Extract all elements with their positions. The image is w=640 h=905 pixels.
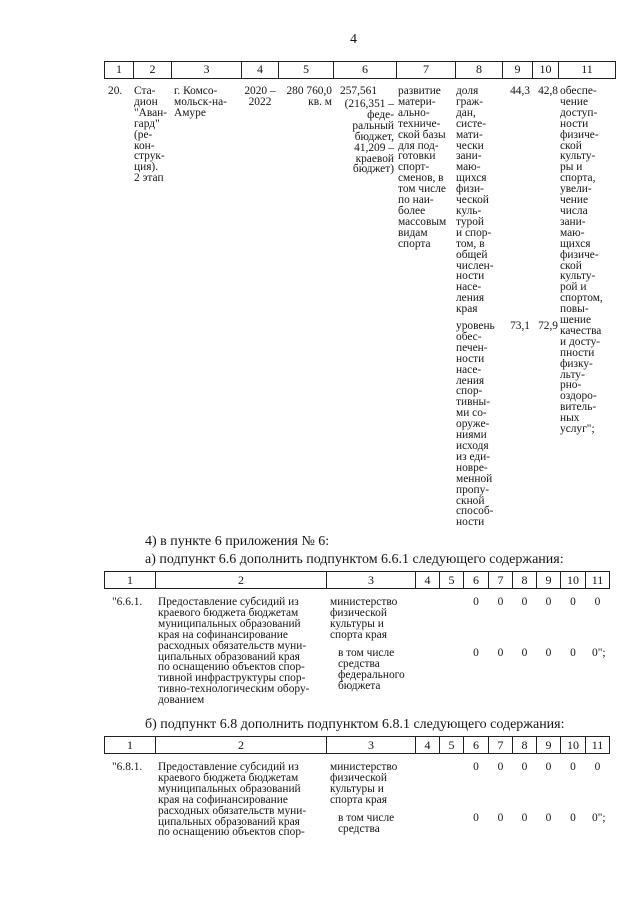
t3-header-4: 4 (424, 738, 431, 752)
cost-breakdown: (216,351 – феде- ральный бюджет, 41,209 – краевой бюджет) (344, 98, 394, 176)
t2-header-8: 8 (521, 573, 528, 587)
t2-header-6: 6 (473, 573, 479, 587)
t2-value-federal: 0 (521, 647, 528, 659)
t2-header-5: 5 (448, 573, 455, 587)
t2-value: 0 (473, 596, 479, 608)
t1-header-10: 10 (539, 62, 552, 76)
t2-value-federal: 0 (545, 647, 552, 659)
t2-value: 0 (570, 596, 576, 608)
t3-executor: министерство физической культуры и спорта края (330, 761, 398, 806)
object-name: Ста- дион "Аван- гард" (ре- кон- струк- ция). 2 этап (134, 85, 168, 185)
t3-value-federal: 0 (570, 812, 576, 824)
t3-header-8: 8 (521, 738, 528, 752)
t2-header-7: 7 (497, 573, 504, 587)
t2-header-10: 10 (567, 573, 579, 587)
t1-header-3: 3 (203, 62, 210, 76)
indicator1-value-col9: 44,3 (510, 85, 530, 97)
t3-value-federal: 0 (545, 812, 552, 824)
t3-value-federal: 0 (521, 812, 528, 824)
t3-header-9: 9 (545, 738, 552, 752)
t2-value: 0 (497, 596, 504, 608)
t1-header-6: 6 (362, 62, 368, 76)
t2-item-number: "6.6.1. (112, 596, 143, 608)
t1-header-11: 11 (581, 62, 593, 76)
t3-header-7: 7 (497, 738, 504, 752)
t2-item-description: Предоставление субсидий из краевого бюджета бюджетам муниципальных образований края на софинансирование расходных обязательств муни- ципальных образований края по оснащению объектов спор- тивной инфраструктуры спор- тивно-технологическим обору- дованием (158, 596, 310, 707)
paragraph-amendment-a: а) подпункт 6.6 дополнить подпунктом 6.6.1 следующего содержания: (145, 552, 564, 567)
t2-header-4: 4 (424, 573, 431, 587)
t3-value-federal: 0"; (592, 812, 606, 824)
t3-header-5: 5 (448, 738, 455, 752)
t2-value: 0 (545, 596, 552, 608)
expected-effect: обеспе- чение доступ- ности физиче- ской культу- ры и спорта, увели- чение числа зани- маю- щихся физиче- ской культу- рой и спортом, повы- шение качества и досту- пности физку- льту- рно- оздоро- витель- ных услуг"; (560, 85, 603, 436)
t1-header-5: 5 (303, 62, 309, 76)
t3-header-1: 1 (127, 738, 133, 752)
t3-header-2: 2 (238, 738, 244, 752)
t2-header-11: 11 (591, 573, 604, 587)
t2-value: 0 (594, 596, 601, 608)
t2-header-9: 9 (545, 573, 552, 587)
t3-item-description: Предоставление субсидий из краевого бюджета бюджетам муниципальных образований края на софинансирование расходных обязательств муни- ципальных образований края по оснащению объектов спор- (158, 761, 307, 839)
construction-period: 2020 – 2022 (244, 85, 276, 108)
indicator1-value-col10: 42,8 (538, 85, 558, 97)
t2-value-federal: 0"; (592, 647, 606, 659)
t3-header-10: 10 (567, 738, 579, 752)
object-capacity: 280 760,0 кв. м (286, 85, 332, 108)
t3-item-number: "6.8.1. (112, 761, 143, 773)
indicator2-value-col10: 72,9 (538, 320, 558, 332)
t2-header-3: 3 (368, 573, 374, 587)
t2-value: 0 (521, 596, 528, 608)
t3-value-federal: 0 (497, 812, 504, 824)
object-purpose: развитие матери- ально- техниче- ской базы для под- готовки спорт- сменов, в том числе по наи- более массовым видам спорта (398, 85, 447, 250)
t1-header-9: 9 (514, 62, 521, 76)
paragraph-amendment-4: 4) в пункте 6 приложения № 6: (145, 534, 330, 549)
t2-value-federal: 0 (497, 647, 504, 659)
t3-value-federal: 0 (473, 812, 479, 824)
object-location: г. Комсо- мольск-на- Амуре (174, 85, 227, 119)
t3-value: 0 (570, 761, 576, 773)
t2-value-federal: 0 (570, 647, 576, 659)
indicator-facility-provision: уровень обес- печен- ности насе- ления спор- тивны- ми со- оруже- ниями исходя из еди- новре- менной пропу- скной способ- ности (456, 320, 495, 529)
t2-executor-federal: в том числе средства федерального бюджета (338, 647, 405, 692)
t3-header-3: 3 (368, 738, 374, 752)
t2-value-federal: 0 (473, 647, 479, 659)
t3-value: 0 (497, 761, 504, 773)
t3-value: 0 (594, 761, 601, 773)
t1-header-4: 4 (257, 62, 263, 76)
t1-header-2: 2 (149, 62, 156, 76)
total-cost: 257,561 (340, 85, 378, 97)
indicator-sport-participation: доля граж- дан, систе- мати- чески зани- маю- щихся физи- ческой куль- турой и спор- том, в общей числен- ности насе- ления края (456, 85, 494, 316)
t2-header-2: 2 (238, 573, 244, 587)
t1-header-7: 7 (423, 62, 429, 76)
t3-value: 0 (545, 761, 552, 773)
row-number: 20. (108, 85, 123, 97)
t3-header-11: 11 (591, 738, 604, 752)
t3-value: 0 (473, 761, 479, 773)
t2-header-1: 1 (127, 573, 133, 587)
paragraph-amendment-b: б) подпункт 6.8 дополнить подпунктом 6.8.1 следующего содержания: (145, 717, 565, 732)
page-number: 4 (350, 32, 357, 47)
t3-header-6: 6 (473, 738, 479, 752)
t2-executor: министерство физической культуры и спорта края (330, 596, 398, 641)
t3-value: 0 (521, 761, 528, 773)
t1-header-8: 8 (476, 62, 482, 76)
t1-header-1: 1 (116, 62, 122, 76)
t3-executor-federal: в том числе средства (338, 812, 395, 835)
indicator2-value-col9: 73,1 (510, 320, 530, 332)
